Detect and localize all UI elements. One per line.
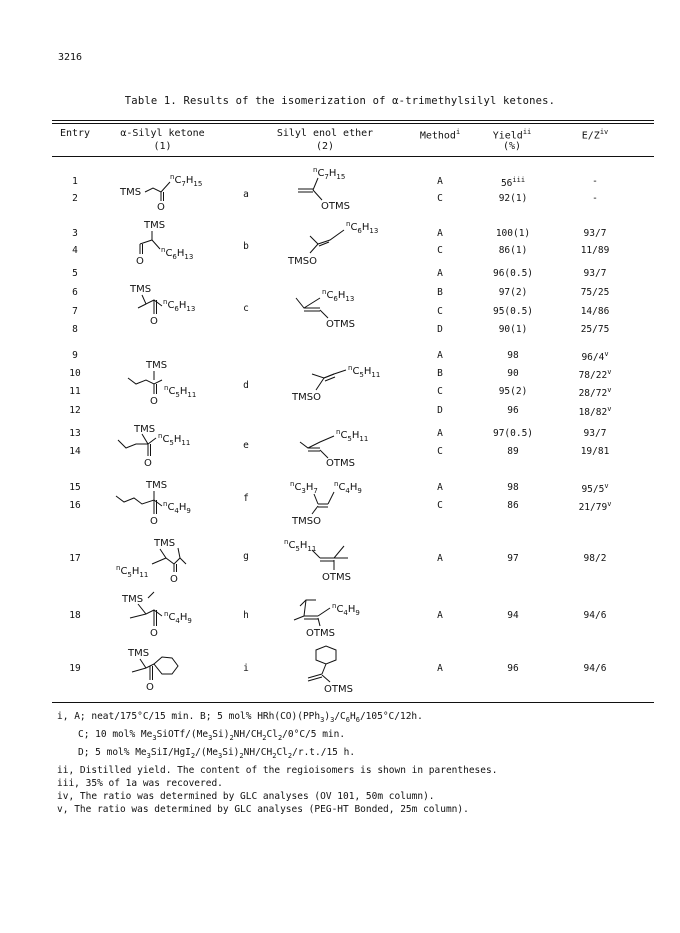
entry-number: 15 — [69, 482, 81, 493]
ez-ratio-cell: 75/25 — [580, 287, 610, 298]
entry-number: 3 — [72, 228, 78, 239]
svg-text:TMS: TMS — [128, 648, 150, 659]
structure-ether-c — [290, 280, 390, 335]
yield-cell: 97 — [507, 553, 519, 564]
structure-ketone-a — [120, 168, 230, 213]
svg-text:TMS: TMS — [122, 594, 144, 605]
top-rule — [52, 120, 654, 121]
ez-ratio-cell: 19/81 — [580, 446, 610, 457]
structure-ketone-d — [128, 356, 233, 416]
footnote-iii: iii, 35% of 1a was recovered. — [57, 778, 223, 789]
yield-cell: 95(2) — [498, 386, 528, 397]
method-cell: B — [437, 368, 443, 379]
ez-ratio-cell: - — [592, 193, 598, 204]
method-cell: D — [437, 405, 443, 416]
method-cell: A — [437, 176, 443, 187]
page-number: 3216 — [58, 52, 83, 63]
yield-cell: 96 — [507, 663, 519, 674]
method-cell: A — [437, 228, 443, 239]
svg-text:nC5H11: $^nC_5H_{11}$ — [284, 538, 317, 553]
entry-number: 2 — [72, 193, 78, 204]
structure-ether-h — [290, 590, 400, 645]
entry-number: 17 — [69, 553, 81, 564]
method-cell: A — [437, 428, 443, 439]
compound-letter: c — [243, 303, 249, 314]
header-yield-unit: (%) — [502, 141, 522, 152]
ez-ratio-cell: - — [592, 176, 598, 187]
yield-cell: 96 — [507, 405, 519, 416]
method-cell: A — [437, 663, 443, 674]
svg-text:nC4H9: $^nC_4H_9$ — [163, 500, 191, 515]
entry-number: 19 — [69, 663, 81, 674]
method-cell: C — [437, 193, 443, 204]
header-ketone-number: (1) — [153, 141, 172, 152]
entry-number: 6 — [72, 287, 78, 298]
method-cell: C — [437, 500, 443, 511]
svg-text:O: O — [157, 202, 165, 213]
structure-ketone-c — [126, 278, 231, 338]
structure-ketone-f — [116, 476, 231, 531]
svg-text:OTMS: OTMS — [326, 319, 355, 330]
method-cell: C — [437, 446, 443, 457]
svg-text:nC6H13: $^nC_6H_{13}$ — [346, 220, 379, 235]
bottom-rule — [52, 702, 654, 703]
yield-cell: 100(1) — [495, 228, 531, 239]
yield-cell: 95(0.5) — [492, 306, 534, 317]
top-rule-double — [52, 123, 654, 124]
entry-number: 13 — [69, 428, 81, 439]
svg-text:nC7H15: $^nC_7H_{15}$ — [170, 173, 203, 188]
svg-text:OTMS: OTMS — [324, 684, 353, 695]
svg-text:nC5H11: $^nC_5H_{11}$ — [348, 364, 381, 379]
entry-number: 10 — [69, 368, 81, 379]
header-yield: Yield$^{ii}$ — [492, 128, 532, 142]
svg-text:O: O — [144, 458, 152, 469]
compound-letter: h — [243, 610, 249, 621]
structure-ether-f — [290, 476, 400, 531]
svg-text:O: O — [150, 628, 158, 639]
svg-text:nC5H11: $^nC_5H_{11}$ — [336, 428, 369, 443]
entry-number: 5 — [72, 268, 78, 279]
yield-cell: 90 — [507, 368, 519, 379]
entry-number: 18 — [69, 610, 81, 621]
svg-text:nC4H9: $^nC_4H_9$ — [332, 602, 360, 617]
compound-letter: a — [243, 189, 249, 200]
structure-ether-d — [288, 356, 398, 411]
yield-cell: 86 — [507, 500, 519, 511]
svg-text:O: O — [146, 682, 154, 693]
yield-cell: 97(2) — [498, 287, 528, 298]
footnote-v: v, The ratio was determined by GLC analyses (PEG-HT Bonded, 25m column). — [57, 804, 469, 815]
yield-cell: 96(0.5) — [492, 268, 534, 279]
entry-number: 8 — [72, 324, 78, 335]
entry-number: 11 — [69, 386, 81, 397]
svg-text:nC4H9: $^nC_4H_9$ — [334, 480, 362, 495]
structure-ketone-g — [116, 534, 231, 589]
footnote-ii: ii, Distilled yield. The content of the regioisomers is shown in parentheses. — [57, 765, 498, 776]
ez-ratio-cell: 94/6 — [583, 663, 607, 674]
svg-text:nC5H11: $^nC_5H_{11}$ — [158, 432, 191, 447]
ez-ratio-cell: 18/82$^v$ — [578, 405, 612, 419]
yield-cell: 90(1) — [498, 324, 528, 335]
svg-text:TMSO: TMSO — [288, 256, 317, 267]
ez-ratio-cell: 25/75 — [580, 324, 610, 335]
svg-text:TMS: TMS — [146, 480, 168, 491]
ez-ratio-cell: 98/2 — [583, 553, 607, 564]
compound-letter: e — [243, 440, 249, 451]
entry-number: 4 — [72, 245, 78, 256]
entry-number: 12 — [69, 405, 81, 416]
svg-text:nC3H7: $^nC_3H_7$ — [290, 480, 318, 495]
ez-ratio-cell: 93/7 — [583, 228, 607, 239]
svg-text:O: O — [150, 396, 158, 407]
structure-ether-i — [294, 642, 394, 698]
svg-text:OTMS: OTMS — [306, 628, 335, 639]
svg-text:OTMS: OTMS — [326, 458, 355, 469]
svg-text:TMSO: TMSO — [292, 516, 321, 527]
method-cell: C — [437, 386, 443, 397]
ez-ratio-cell: 21/79$^v$ — [578, 500, 612, 514]
ez-ratio-cell: 93/7 — [583, 428, 607, 439]
svg-text:O: O — [150, 316, 158, 327]
footnote-i-c: C; 10 mol% $Me_3SiOTf/(Me_3Si)_2NH/CH_2Cl_2/0^\circ C/5$ min. — [78, 729, 346, 742]
structure-ether-g — [284, 534, 394, 589]
structure-ether-a — [290, 164, 390, 214]
header-rule — [52, 156, 654, 157]
svg-text:O: O — [136, 256, 144, 267]
svg-text:TMS: TMS — [154, 538, 176, 549]
method-cell: C — [437, 245, 443, 256]
compound-letter: f — [243, 493, 249, 504]
yield-cell: 92(1) — [498, 193, 528, 204]
header-ether-number: (2) — [315, 141, 335, 152]
structure-ketone-i — [124, 644, 234, 700]
svg-text:nC6H13: $^nC_6H_{13}$ — [161, 246, 194, 261]
header-ez: $E/Z^{iv}$ — [581, 128, 609, 142]
svg-text:TMS: TMS — [130, 284, 152, 295]
method-cell: A — [437, 482, 443, 493]
structure-ether-b — [288, 218, 398, 273]
header-ketone: α-Silyl ketone — [120, 128, 205, 139]
footnote-iv: iv, The ratio was determined by GLC analyses (OV 101, 50m column). — [57, 791, 435, 802]
compound-letter: i — [243, 663, 249, 674]
yield-cell: 98 — [507, 350, 519, 361]
table-caption: Table 1. Results of the isomerization of α-trimethylsilyl ketones. — [124, 95, 556, 107]
yield-cell: 89 — [507, 446, 519, 457]
compound-letter: g — [243, 551, 249, 562]
ez-ratio-cell: 14/86 — [580, 306, 610, 317]
method-cell: A — [437, 268, 443, 279]
structure-ketone-b — [130, 216, 230, 276]
compound-letter: d — [243, 380, 249, 391]
structure-ether-e — [286, 424, 396, 474]
ez-ratio-cell: 94/6 — [583, 610, 607, 621]
structure-ketone-h — [118, 590, 233, 645]
ez-ratio-cell: 78/22$^v$ — [578, 368, 612, 382]
ez-ratio-cell: 95/5$^v$ — [581, 482, 609, 496]
svg-text:nC6H13: $^nC_6H_{13}$ — [322, 288, 355, 303]
method-cell: A — [437, 610, 443, 621]
compound-letter: b — [243, 241, 249, 252]
footnote-i: i, A; neat/175°C/15 min. B; 5 mol% $HRh(CO)(PPh_3)_3/C_6H_6/105^\circ C/12h$. — [57, 711, 423, 724]
svg-text:OTMS: OTMS — [321, 201, 350, 212]
svg-text:nC4H9: $^nC_4H_9$ — [164, 610, 192, 625]
ez-ratio-cell: 96/4$^v$ — [581, 350, 609, 364]
method-cell: A — [437, 350, 443, 361]
method-cell: A — [437, 553, 443, 564]
ez-ratio-cell: 93/7 — [583, 268, 607, 279]
ez-ratio-cell: 28/72$^v$ — [578, 386, 612, 400]
footnote-i-d: D; 5 mol% $Me_3SiI/HgI_2/(Me_3Si)_2NH/CH_2Cl_2/r.t./15$ h. — [78, 747, 356, 760]
svg-text:nC6H13: $^nC_6H_{13}$ — [163, 298, 196, 313]
svg-text:TMS: TMS — [144, 220, 166, 231]
header-ether: Silyl enol ether — [276, 128, 374, 139]
svg-text:nC7H15: $^nC_7H_{15}$ — [313, 166, 346, 181]
entry-number: 1 — [72, 176, 78, 187]
svg-text:O: O — [170, 574, 178, 585]
yield-cell: 86(1) — [498, 245, 528, 256]
structure-ketone-e — [118, 422, 233, 472]
method-cell: B — [437, 287, 443, 298]
header-method: Method$^i$ — [419, 128, 461, 142]
ez-ratio-cell: 11/89 — [580, 245, 610, 256]
yield-cell: 97(0.5) — [492, 428, 534, 439]
yield-cell: 98 — [507, 482, 519, 493]
svg-text:nC5H11: $^nC_5H_{11}$ — [164, 384, 197, 399]
yield-cell: 94 — [507, 610, 519, 621]
entry-number: 16 — [69, 500, 81, 511]
method-cell: C — [437, 306, 443, 317]
svg-text:OTMS: OTMS — [322, 572, 351, 583]
entry-number: 9 — [72, 350, 78, 361]
yield-cell: 56$^{iii}$ — [500, 176, 526, 190]
method-cell: D — [437, 324, 443, 335]
svg-text:TMS: TMS — [120, 187, 142, 198]
svg-text:TMS: TMS — [146, 360, 168, 371]
svg-text:O: O — [150, 516, 158, 527]
svg-text:nC5H11: $^nC_5H_{11}$ — [116, 564, 149, 579]
svg-text:TMS: TMS — [134, 424, 156, 435]
svg-text:TMSO: TMSO — [292, 392, 321, 403]
entry-number: 14 — [69, 446, 81, 457]
entry-number: 7 — [72, 306, 78, 317]
header-entry: Entry — [59, 128, 91, 139]
